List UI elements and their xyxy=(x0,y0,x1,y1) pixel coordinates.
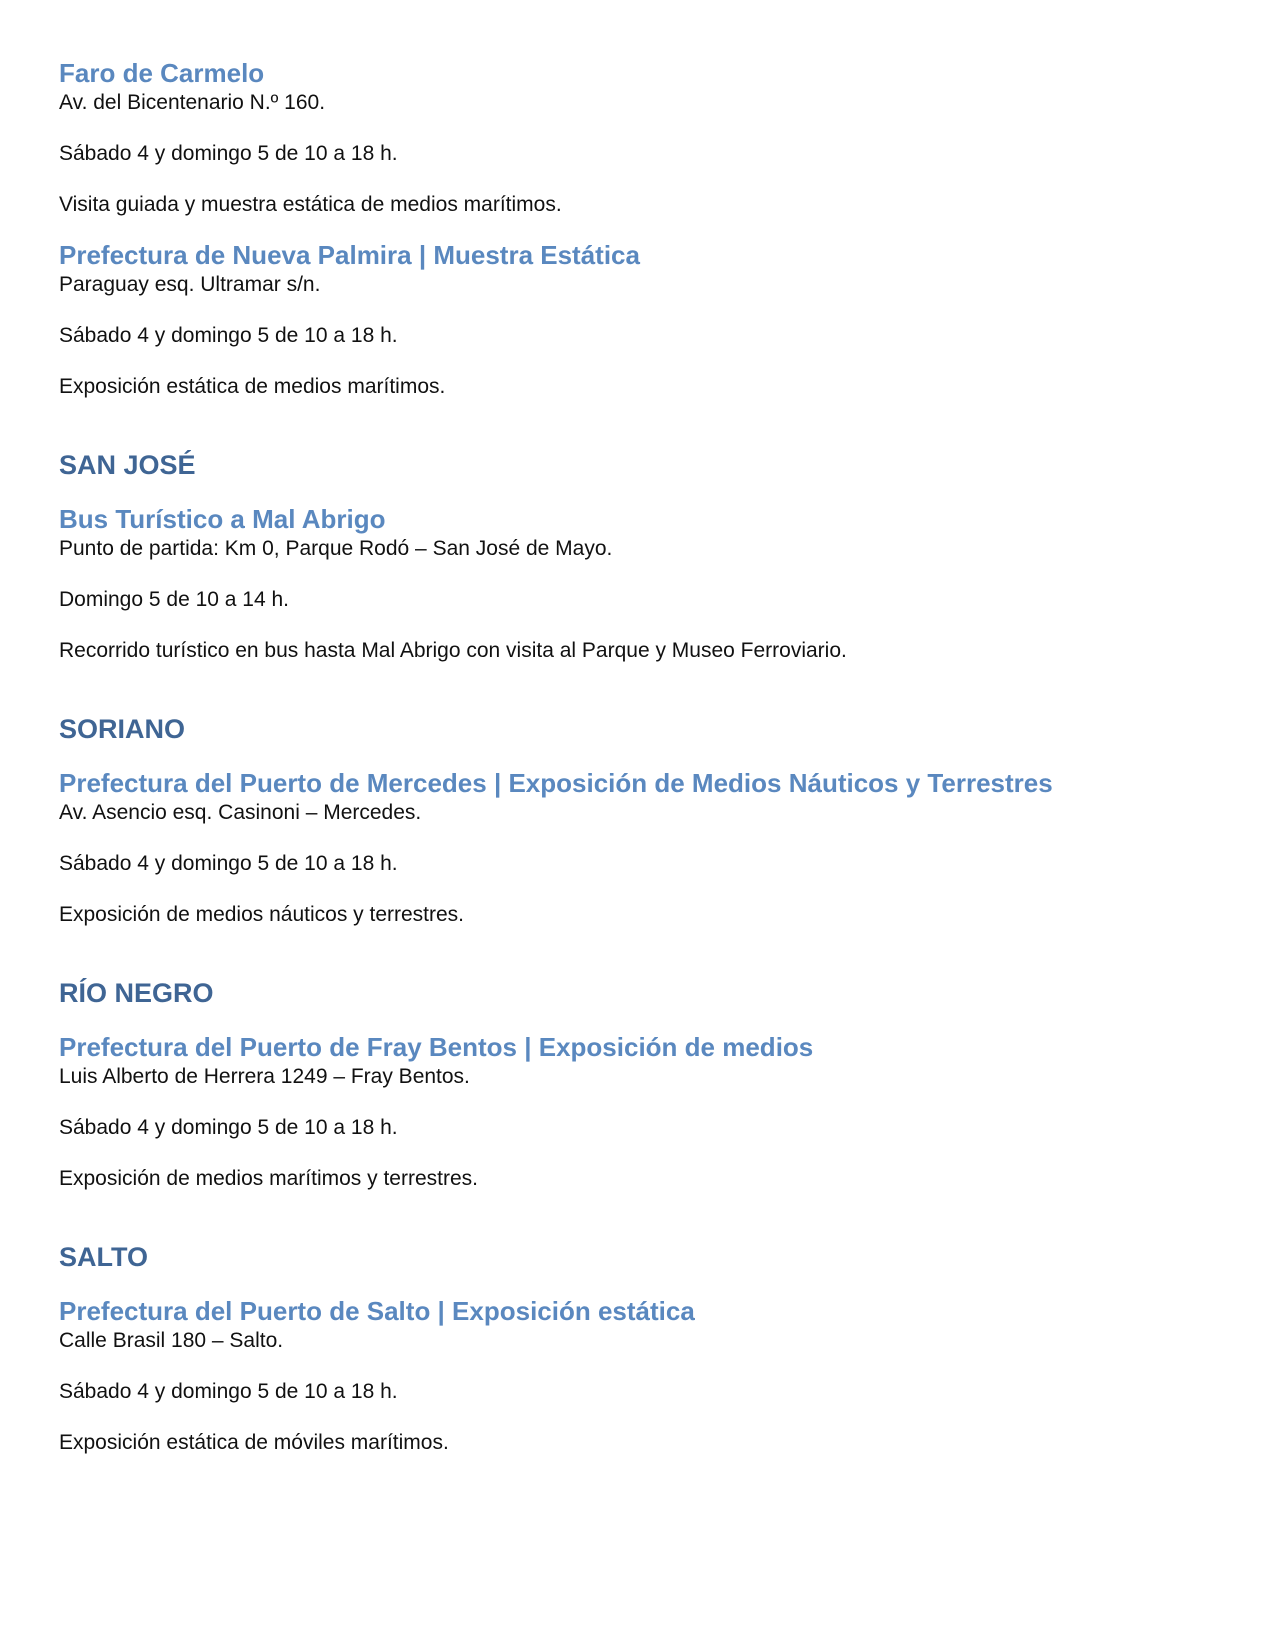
event-description: Exposición de medios náuticos y terrestres. xyxy=(59,903,465,926)
event-address: Av. del Bicentenario N.º 160. xyxy=(59,91,326,114)
region-salto xyxy=(59,1240,1219,1456)
region-title: SORIANO xyxy=(59,714,186,744)
region-soriano xyxy=(59,712,1219,928)
event-bus-turistico-mal-abrigo xyxy=(59,502,1219,664)
event-address: Punto de partida: Km 0, Parque Rodó – San José de Mayo. xyxy=(59,537,613,560)
event-prefectura-nueva-palmira xyxy=(59,238,1219,400)
region-title: SALTO xyxy=(59,1242,149,1272)
region-title: RÍO NEGRO xyxy=(59,978,214,1008)
event-address: Paraguay esq. Ultramar s/n. xyxy=(59,273,321,296)
event-description: Recorrido turístico en bus hasta Mal Abrigo con visita al Parque y Museo Ferroviario. xyxy=(59,639,847,662)
region-title: SAN JOSÉ xyxy=(59,450,196,480)
region-rio-negro xyxy=(59,976,1219,1192)
event-faro-de-carmelo xyxy=(59,56,1219,218)
event-schedule: Sábado 4 y domingo 5 de 10 a 18 h. xyxy=(59,324,398,347)
event-address: Luis Alberto de Herrera 1249 – Fray Bentos. xyxy=(59,1065,470,1088)
event-schedule: Domingo 5 de 10 a 14 h. xyxy=(59,588,289,611)
document-page xyxy=(59,56,1219,1456)
event-title: Prefectura de Nueva Palmira | Muestra Estática xyxy=(59,240,640,270)
event-prefectura-mercedes xyxy=(59,766,1219,928)
event-schedule: Sábado 4 y domingo 5 de 10 a 18 h. xyxy=(59,1380,398,1403)
event-title: Bus Turístico a Mal Abrigo xyxy=(59,504,386,534)
event-description: Exposición estática de medios marítimos. xyxy=(59,375,446,398)
event-address: Calle Brasil 180 – Salto. xyxy=(59,1329,284,1352)
event-schedule: Sábado 4 y domingo 5 de 10 a 18 h. xyxy=(59,1116,398,1139)
region-san-jose xyxy=(59,448,1219,664)
event-prefectura-fray-bentos xyxy=(59,1030,1219,1192)
event-title: Prefectura del Puerto de Salto | Exposición estática xyxy=(59,1296,695,1326)
event-title: Faro de Carmelo xyxy=(59,58,265,88)
event-schedule: Sábado 4 y domingo 5 de 10 a 18 h. xyxy=(59,852,398,875)
event-description: Exposición estática de móviles marítimos. xyxy=(59,1431,449,1454)
event-schedule: Sábado 4 y domingo 5 de 10 a 18 h. xyxy=(59,142,398,165)
event-description: Exposición de medios marítimos y terrestres. xyxy=(59,1167,478,1190)
event-description: Visita guiada y muestra estática de medios marítimos. xyxy=(59,193,562,216)
event-title: Prefectura del Puerto de Fray Bentos | Exposición de medios xyxy=(59,1032,814,1062)
event-title: Prefectura del Puerto de Mercedes | Exposición de Medios Náuticos y Terrestres xyxy=(59,768,1053,798)
event-address: Av. Asencio esq. Casinoni – Mercedes. xyxy=(59,801,422,824)
event-prefectura-salto xyxy=(59,1294,1219,1456)
